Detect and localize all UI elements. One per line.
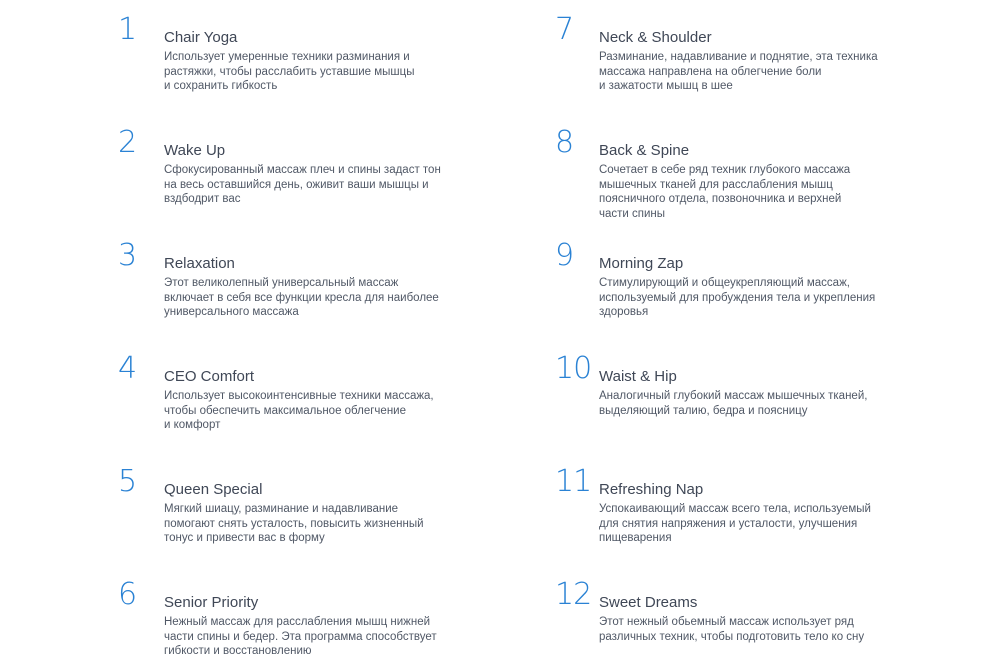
description-line: массажа направлена на облегчение боли [599, 65, 822, 78]
description-line: включает в себя все функции кресла для наиболее [164, 291, 439, 304]
description-line: Успокаивающий массаж всего тела, используемый [599, 503, 871, 515]
program-title: Waist & Hip [599, 368, 677, 385]
program-number: 1 [118, 12, 137, 47]
description-line: мышечных тканей для расслабления мышц [599, 178, 833, 191]
description-line: растяжки, чтобы расслабить уставшие мышцы [164, 65, 415, 78]
description-line: Использует умеренные техники разминания и [164, 51, 410, 63]
description-line: Нежный массаж для расслабления мышц нижней [164, 616, 431, 628]
program-title: Chair Yoga [164, 29, 238, 46]
description-line: поясничного отдела, позвоночника и верхней [599, 193, 842, 206]
program-title: CEO Comfort [164, 368, 255, 385]
program-number: 11 [555, 464, 592, 499]
description-line: гибкости и восстановлению [164, 645, 312, 658]
description-line: здоровья [599, 306, 649, 319]
program-title: Sweet Dreams [599, 594, 698, 611]
description-line: и сохранить гибкость [164, 80, 278, 93]
program-number: 5 [118, 464, 137, 499]
program-title: Neck & Shoulder [599, 29, 712, 46]
program-number: 4 [118, 351, 137, 386]
description-line: используемый для пробуждения тела и укрепления [599, 291, 876, 304]
program-title: Senior Priority [164, 594, 259, 611]
program-description [599, 615, 899, 644]
program-number: 12 [555, 577, 592, 612]
description-line: Стимулирующий и общеукрепляющий массаж, [599, 277, 850, 289]
description-line: для снятия напряжения и усталости, улучшения [599, 517, 858, 530]
description-line: вздбодрит вас [164, 193, 241, 206]
description-line: пищеварения [599, 532, 672, 545]
program-title: Relaxation [164, 255, 235, 272]
program-title: Wake Up [164, 142, 226, 159]
description-line: Мягкий шиацу, разминание и надавливание [164, 503, 399, 515]
program-title: Queen Special [164, 481, 263, 498]
description-line: Разминание, надавливание и поднятие, эта техника [599, 51, 878, 63]
description-line: части спины и бедер. Эта программа способствует [164, 630, 437, 643]
program-description [164, 163, 464, 207]
description-line: Этот нежный обьемный массаж использует ряд [599, 616, 854, 628]
program-description [599, 163, 899, 221]
program-description [164, 502, 464, 546]
program-description [164, 615, 464, 659]
description-line: Аналогичный глубокий массаж мышечных тканей, [599, 390, 868, 402]
program-number: 2 [118, 125, 137, 160]
program-number: 6 [118, 577, 137, 612]
description-line: тонус и привести вас в форму [164, 532, 325, 545]
description-line: помогают снять усталость, повысить жизненный [164, 517, 424, 530]
description-line: универсального массажа [164, 306, 299, 319]
program-description [599, 389, 899, 418]
program-number: 8 [555, 125, 574, 160]
description-line: на весь оставшийся день, оживит ваши мышцы и [164, 178, 429, 191]
program-description [164, 389, 464, 433]
program-description [164, 50, 464, 94]
program-number: 3 [118, 238, 137, 273]
description-line: Этот великолепный универсальный массаж [164, 277, 399, 289]
description-line: и комфорт [164, 419, 221, 432]
description-line: части спины [599, 207, 666, 220]
description-line: и зажатости мышц в шее [599, 80, 733, 93]
description-line: выделяющий талию, бедра и поясницу [599, 404, 808, 417]
program-description [599, 50, 899, 94]
description-line: Использует высокоинтенсивные техники массажа, [164, 390, 434, 402]
program-description [164, 276, 464, 320]
program-title: Refreshing Nap [599, 481, 704, 498]
program-description [599, 276, 899, 320]
program-title: Morning Zap [599, 255, 684, 272]
description-line: чтобы обеспечить максимальное облегчение [164, 404, 406, 417]
program-description [599, 502, 899, 546]
description-line: Сфокусированный массаж плеч и спины задаст тон [164, 164, 441, 176]
program-number: 9 [555, 238, 574, 273]
program-title: Back & Spine [599, 142, 690, 159]
program-number: 10 [555, 351, 592, 386]
description-line: Сочетает в себе ряд техник глубокого массажа [599, 164, 851, 176]
program-number: 7 [555, 12, 574, 47]
description-line: различных техник, чтобы подготовить тело ко сну [599, 630, 865, 643]
